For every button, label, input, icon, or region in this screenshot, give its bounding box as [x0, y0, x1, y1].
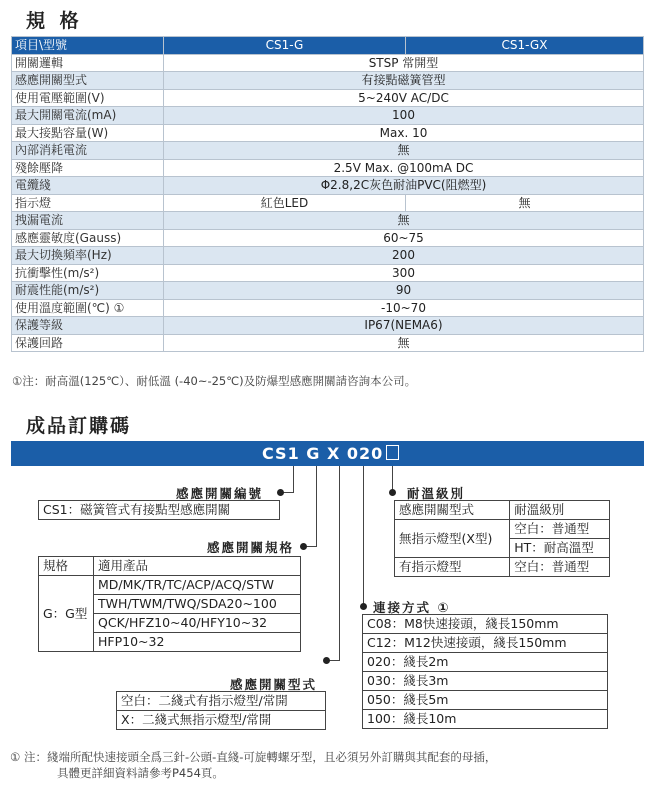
spec-label: 最大開關電流(mA): [12, 107, 164, 125]
footnote-line-2: 具體更詳細資料請參考P454頁。: [57, 766, 224, 780]
spec-group-table: [38, 556, 301, 652]
type-group-box: [116, 691, 326, 730]
bullet-dot-icon: [323, 657, 330, 664]
bullet-dot-icon: [277, 489, 284, 496]
type-item: 空白：二綫式有指示燈型/常開: [117, 692, 325, 711]
spec-value: 200: [164, 247, 644, 265]
spec-group-product: QCK/HFZ10~40/HFY10~32: [94, 614, 301, 633]
temp-row1-a: 空白：普通型: [510, 520, 610, 539]
bullet-dot-icon: [300, 543, 307, 550]
conn-item: C08：M8快速接頭，綫長150mm: [363, 615, 607, 634]
spec-group-header-products: 適用產品: [94, 557, 301, 576]
spec-value: 90: [164, 282, 644, 300]
spec-label: 使用電壓範圍(V): [12, 89, 164, 107]
conn-item: 050：綫長5m: [363, 691, 607, 710]
spec-value: 有接點磁簧管型: [164, 72, 644, 90]
spec-value: Max. 10: [164, 124, 644, 142]
spec-value: 300: [164, 264, 644, 282]
spec-label: 最大接點容量(W): [12, 124, 164, 142]
spec-group-product: HFP10~32: [94, 633, 301, 652]
code-group-box: [38, 500, 280, 520]
spec-label: 保護等級: [12, 317, 164, 335]
spec-value: -10~70: [164, 299, 644, 317]
spec-group-title: 感應開關規格: [207, 540, 295, 555]
order-title: 成品訂購碼: [26, 415, 132, 437]
spec-label: 耐震性能(m/s²): [12, 282, 164, 300]
spec-label: 最大切換頻率(Hz): [12, 247, 164, 265]
spec-label: 指示燈: [12, 194, 164, 212]
footnote-line-1: ① 注：綫端所配快速接頭全爲三針-公頭-直綫-可旋轉螺牙型，且必須另外訂購與其配套的母插，: [10, 750, 497, 764]
conn-note-mark: ①: [437, 601, 451, 616]
spec-label: 抗衝擊性(m/s²): [12, 264, 164, 282]
spec-group-header-model: 規格: [39, 557, 94, 576]
spec-label: 感應開關型式: [12, 72, 164, 90]
temp-group-table: [394, 500, 610, 577]
bullet-dot-icon: [389, 489, 396, 496]
spec-group-product: TWH/TWM/TWQ/SDA20~100: [94, 595, 301, 614]
type-item: X：二綫式無指示燈型/常開: [121, 712, 272, 727]
spec-header-cs1g: CS1-G: [164, 37, 406, 55]
spec-label: 殘餘壓降: [12, 159, 164, 177]
spec-label: 拽漏電流: [12, 212, 164, 230]
temp-row1-b: HT：耐高溫型: [510, 539, 610, 558]
temp-header-level: 耐溫級別: [510, 501, 610, 520]
temp-header-type: 感應開關型式: [395, 501, 510, 520]
spec-title: 規 格: [26, 10, 83, 32]
spec-label: 使用溫度範圍(℃) ①: [12, 299, 164, 317]
spec-value: IP67(NEMA6): [164, 317, 644, 335]
spec-header-cs1gx: CS1-GX: [406, 37, 644, 55]
conn-title-text: 連接方式: [373, 600, 432, 615]
spec-value: 5~240V AC/DC: [164, 89, 644, 107]
order-code-text: CS1 G X 020: [262, 444, 384, 463]
spec-value: 2.5V Max. @100mA DC: [164, 159, 644, 177]
connector-line: [316, 466, 317, 546]
spec-label: 保護回路: [12, 334, 164, 352]
conn-group-box: [362, 614, 608, 729]
spec-group-model: G：G型: [39, 576, 94, 652]
spec-value: STSP 常開型: [164, 54, 644, 72]
spec-label: 電纜綫: [12, 177, 164, 195]
spec-value: 無: [164, 212, 644, 230]
spec-label: 內部消耗電流: [12, 142, 164, 160]
connector-line: [363, 466, 364, 606]
temp-row2-type: 有指示燈型: [395, 558, 510, 577]
spec-note: ①注：耐高溫(125℃）、耐低溫 (-40~-25℃)及防爆型感應開關請咨詢本公司。: [12, 374, 417, 388]
conn-item: C12：M12快速接頭，綫長150mm: [363, 634, 607, 653]
spec-value-g: 紅色LED: [164, 194, 406, 212]
code-group-title: 感應開關編號: [176, 486, 264, 501]
spec-table: [11, 36, 644, 352]
temp-row1-type: 無指示燈型(X型): [395, 520, 510, 558]
code-item: CS1：磁簧管式有接點型感應開關: [43, 502, 231, 517]
temp-group-title: 耐溫級別: [407, 486, 466, 501]
conn-item: 030：綫長3m: [363, 672, 607, 691]
order-code: [262, 444, 399, 463]
temp-row2-a: 空白：普通型: [510, 558, 610, 577]
spec-value: 60~75: [164, 229, 644, 247]
type-group-title: 感應開關型式: [230, 677, 318, 692]
spec-header-item: 項目\型號: [12, 37, 164, 55]
spec-value: 無: [164, 142, 644, 160]
spec-label: 開關邏輯: [12, 54, 164, 72]
conn-item: 020：綫長2m: [363, 653, 607, 672]
bullet-dot-icon: [360, 603, 367, 610]
spec-group-product: MD/MK/TR/TC/ACP/ACQ/STW: [94, 576, 301, 595]
spec-value: 無: [164, 334, 644, 352]
connector-line: [339, 466, 340, 660]
blank-square-icon: [386, 445, 399, 460]
spec-value: Φ2.8,2C灰色耐油PVC(阻燃型): [164, 177, 644, 195]
spec-value-gx: 無: [406, 194, 644, 212]
connector-line: [293, 466, 294, 492]
spec-value: 100: [164, 107, 644, 125]
conn-item: 100：綫長10m: [367, 711, 457, 726]
spec-label: 感應靈敏度(Gauss): [12, 229, 164, 247]
